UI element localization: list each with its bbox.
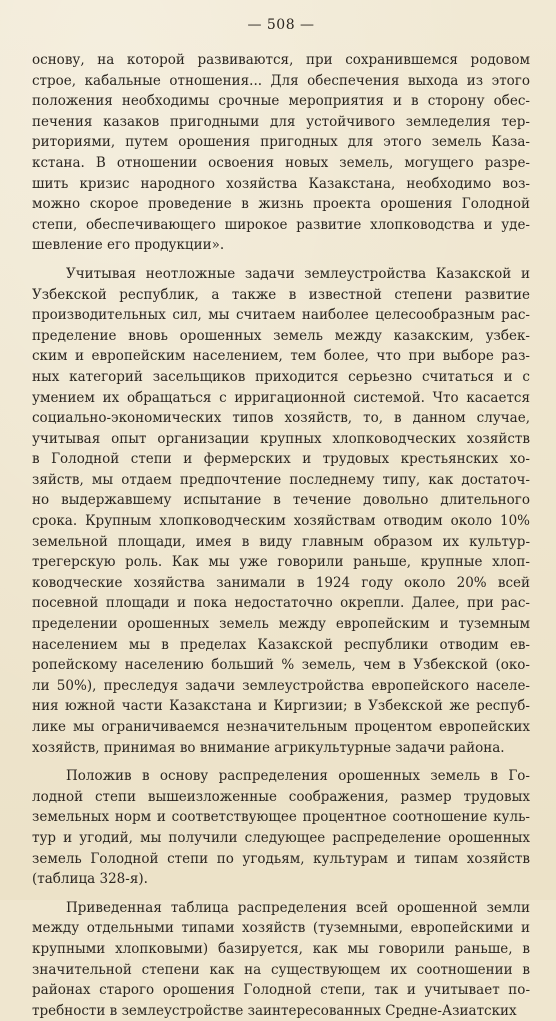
text-line: Положив в основу распределения орошенных земель в Го- [66, 768, 530, 785]
page-number: — 508 — [247, 17, 315, 33]
text-line: районах старого орошения Голодной степи, так и учитывает по- [32, 982, 530, 999]
text-line: Приведенная таблица распределения всей орошенной земли [66, 899, 530, 916]
text-line: ководческие хозяйства занимали в 1924 году около 20% всей [32, 574, 530, 591]
text-line: риториями, путем орошения пригодных для этого земель Каза- [32, 134, 530, 151]
text-line: степи, обеспечивающего широкое развитие хлопководства и уде- [32, 216, 530, 233]
text-line: пределение вновь орошенных земель между казакским, узбек- [32, 327, 530, 344]
text-line: ским и европейским населением, тем более, что при выборе раз- [32, 348, 530, 365]
text-body [32, 50, 530, 1021]
text-line: шить кризис народного хозяйства Казакстана, необходимо воз- [32, 175, 530, 192]
text-line: (таблица 328-я). [32, 871, 148, 888]
text-line: Узбекской республик, а также в известной степени развитие [32, 286, 530, 303]
text-line: в Голодной степи и фермерских и трудовых крестьянских хо- [32, 451, 530, 468]
text-line: земель Голодной степи по угодьям, культурам и типам хозяйств [32, 850, 530, 867]
text-line: учитывая опыт организации крупных хлопководческих хозяйств [32, 430, 530, 447]
text-line: можно скорое проведение в жизнь проекта орошения Голодной [32, 196, 530, 213]
text-line: срока. Крупным хлопководческим хозяйствам отводим около 10% [32, 513, 530, 530]
text-line: зяйств, мы отдаем предпочтение последнему типу, как достаточ- [32, 471, 530, 488]
text-line: ропейскому населению больший % земель, чем в Узбекской (око- [32, 657, 530, 674]
text-line: кстана. В отношении освоения новых земель, могущего разре- [32, 154, 530, 171]
text-line: требности в землеустройстве заинтересованных Средне-Азиатских [32, 1002, 517, 1019]
text-line: печения казаков пригодными для устойчивого земледелия тер- [32, 113, 530, 130]
text-line: положения необходимы срочные мероприятия и в сторону обес- [32, 93, 530, 110]
paragraph [32, 766, 530, 890]
text-line: земельной площади, имея в виду главным образом их культур- [32, 533, 530, 550]
text-line: шевление его продукции». [32, 237, 225, 254]
paragraph [32, 264, 530, 758]
text-line: ли 50%), преследуя задачи землеустройства европейского населе- [32, 677, 530, 694]
text-line: крупными хлопковыми) базируется, как мы говорили раньше, в [32, 940, 530, 957]
text-line: между отдельными типами хозяйств (туземными, европейскими и [32, 920, 530, 937]
text-line: посевной площади и пока недостаточно окрепли. Далее, при рас- [32, 595, 530, 612]
text-line: ния южной части Казакстана и Киргизии; в Узбекской же респуб- [32, 698, 530, 715]
text-line: населением мы в пределах Казакской республики отводим ев- [32, 636, 530, 653]
paragraph [32, 50, 530, 256]
text-line: но выдержавшему испытание в течение довольно длительного [32, 492, 530, 509]
paragraph [32, 898, 530, 1021]
text-line: значительной степени как на существующем их соотношении в [32, 961, 530, 978]
text-line: строе, кабальные отношения... Для обеспечения выхода из этого [32, 72, 530, 89]
text-line: земельных норм и соответствующее процентное соотношение куль- [32, 809, 530, 826]
text-line: трегерскую роль. Как мы уже говорили раньше, крупные хлоп- [32, 554, 530, 571]
text-line: пределении орошенных земель между европейским и туземным [32, 616, 530, 633]
text-line: социально-экономических типов хозяйств, то, в данном случае, [32, 410, 530, 427]
text-line: ных категорий засельщиков приходится серьезно считаться и с [32, 368, 530, 385]
text-line: лике мы ограничиваемся незначительным процентом европейских [32, 719, 530, 735]
text-line: лодной степи вышеизложенные соображения, размер трудовых [32, 788, 530, 805]
text-line: основу, на которой развиваются, при сохранившемся родовом [32, 52, 530, 68]
text-line: умением их обращаться с ирригационной системой. Что касается [32, 389, 530, 406]
text-line: тур и угодий, мы получили следующее распределение орошенных [32, 829, 530, 846]
text-line: хозяйств, принимая во внимание агрикультурные задачи района. [32, 739, 505, 756]
text-line: Учитывая неотложные задачи землеустройства Казакской и [66, 265, 530, 282]
text-line: производительных сил, мы считаем наиболее целесообразным рас- [32, 307, 530, 324]
